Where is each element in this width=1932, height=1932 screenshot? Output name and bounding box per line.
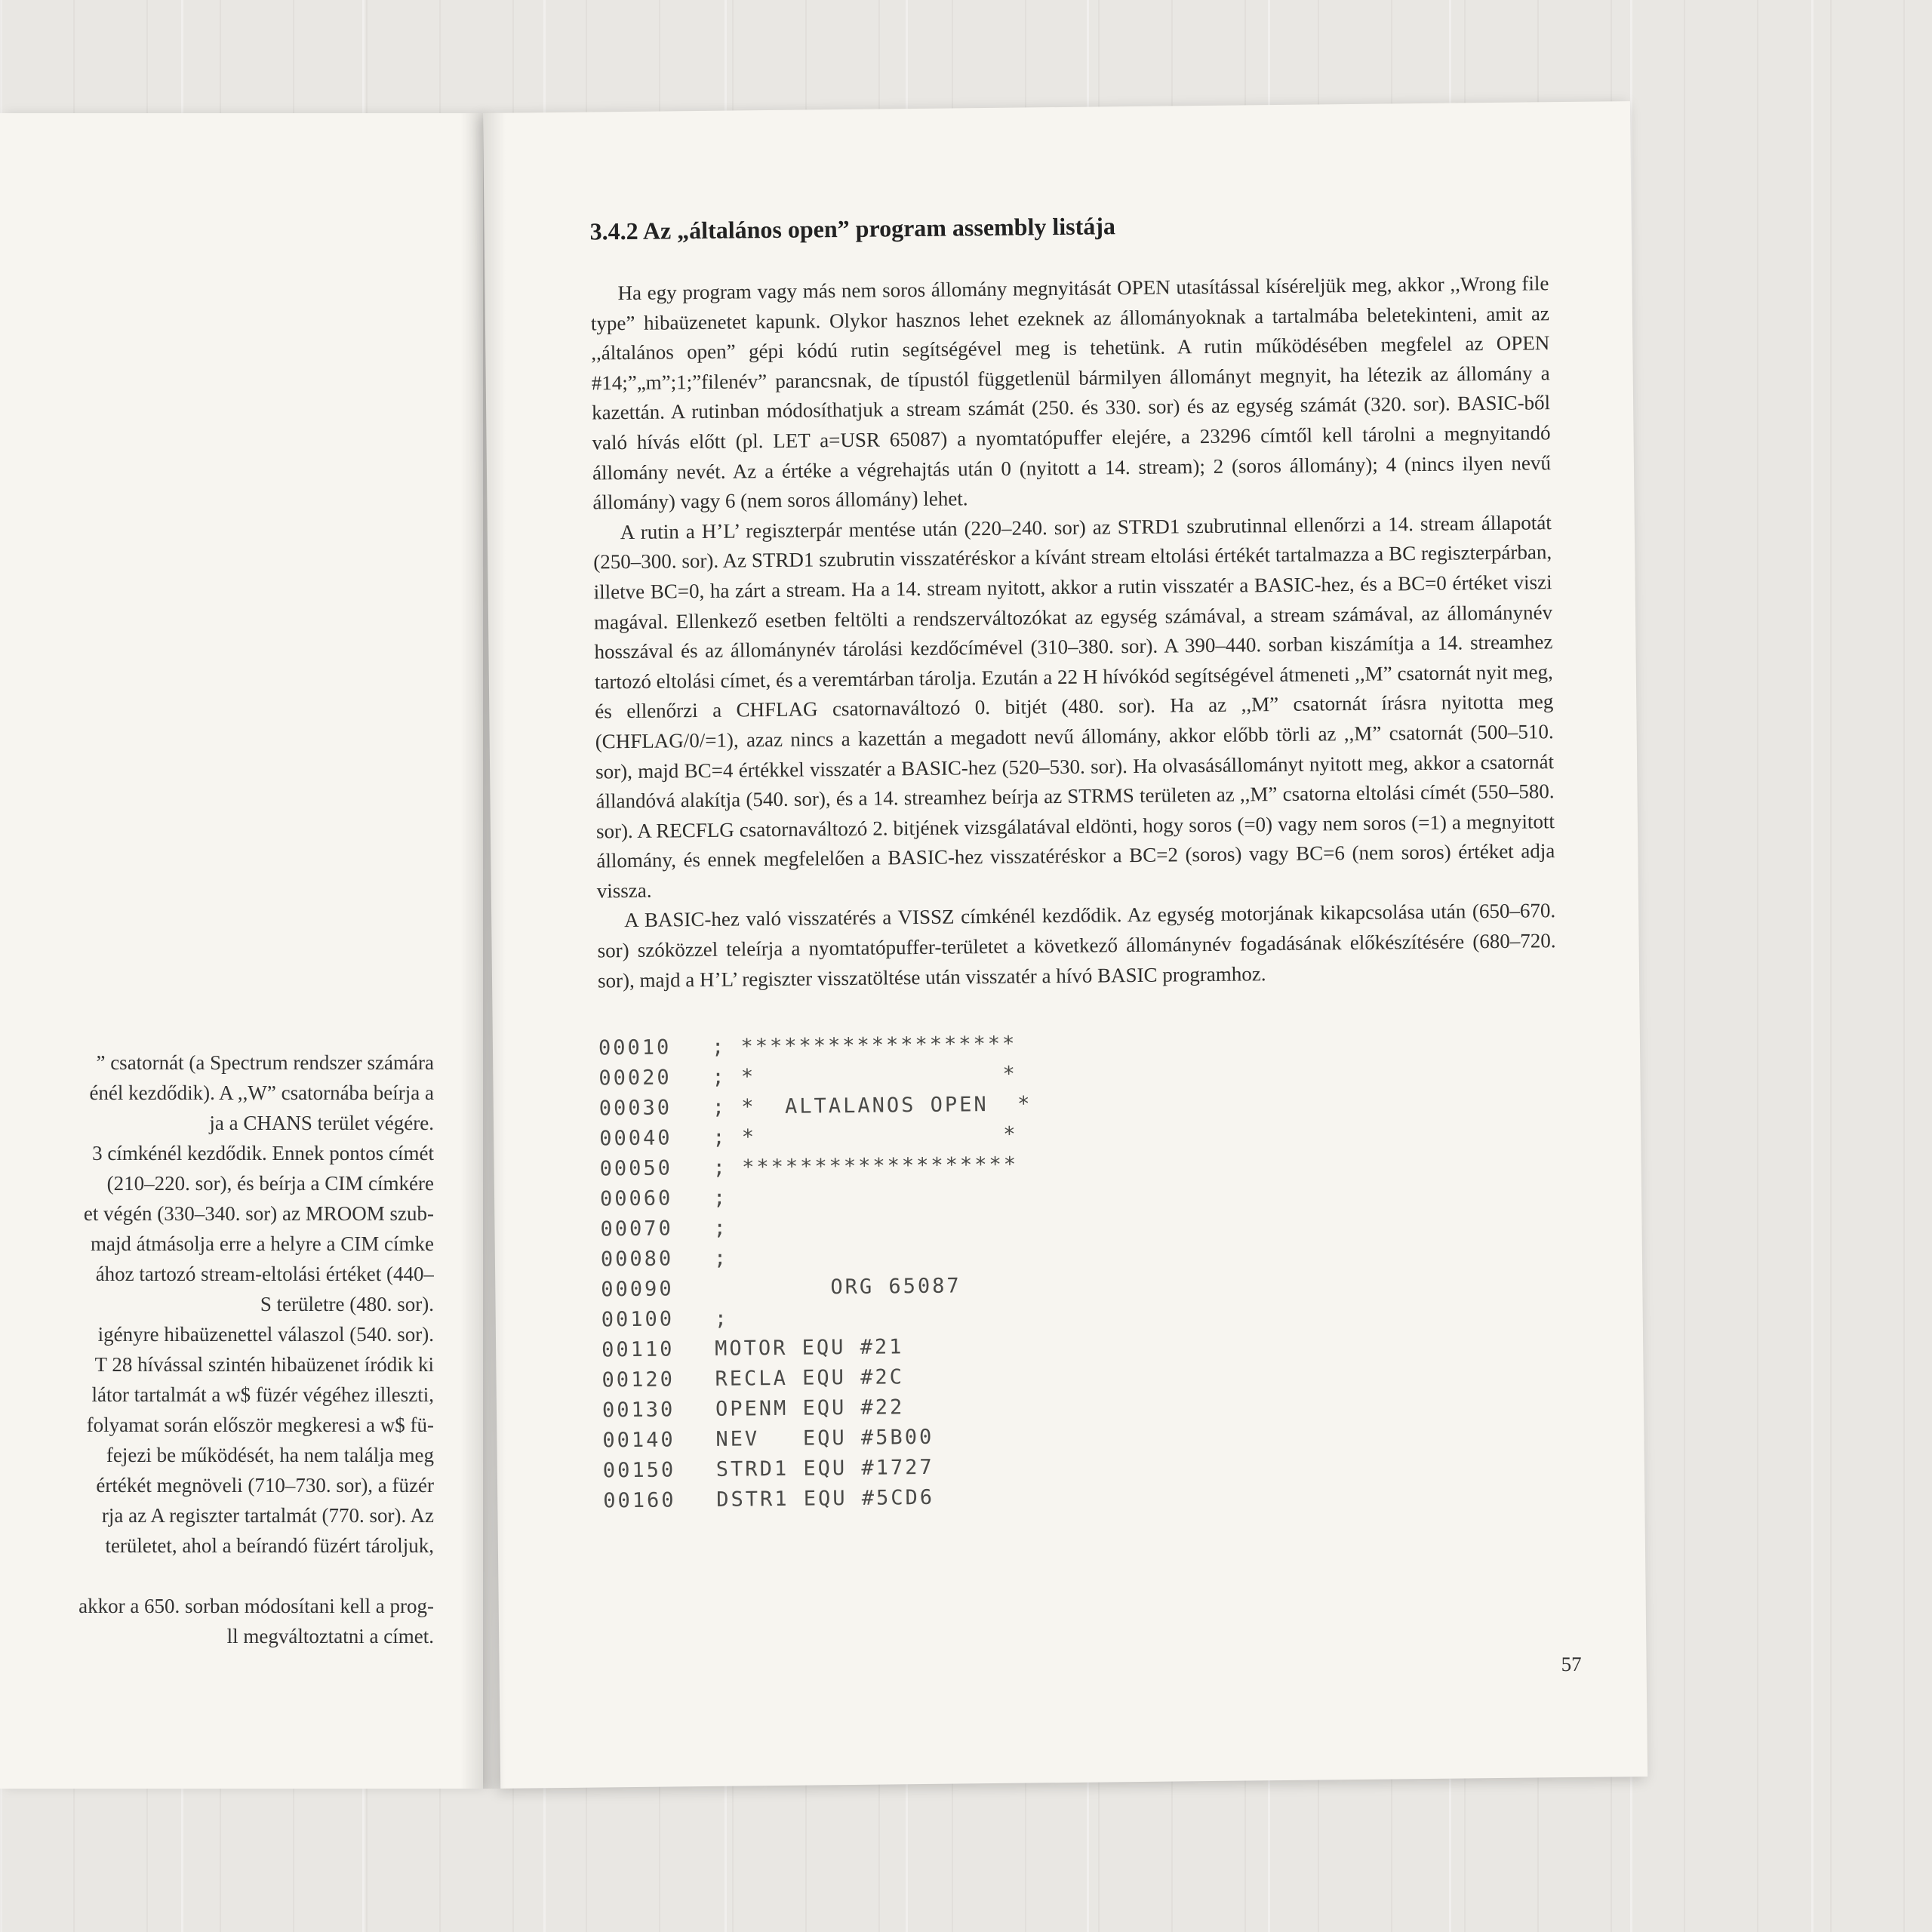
assembly-listing xyxy=(598,1023,1562,1516)
left-line: ához tartozó stream-eltolási értéket (440– xyxy=(95,1263,434,1285)
left-line: ll megváltoztatni a címet. xyxy=(226,1625,434,1647)
left-line: rja az A regiszter tartalmát (770. sor). Az xyxy=(101,1504,434,1527)
line-number: 00030 xyxy=(598,1096,672,1121)
left-line: ja a CHANS terület végére. xyxy=(209,1112,434,1134)
left-line: majd átmásolja erre a helyre a CIM címke xyxy=(90,1232,434,1255)
left-line: értékét megnöveli (710–730. sor), a füzér xyxy=(96,1474,434,1497)
paragraph: A rutin a H’L’ regiszterpár mentése után (220–240. sor) az STRD1 szubrutinnal ellenőrzi a 14. stream állapotát (250–300. sor). Az STRD1 szubrutin visszatéréskor a kívánt stream eltolási értékét tartalmazza a BC regiszterpárban, illetve BC=0, ha zárt a stream. Ha a 14. stream nyitott, akkor a rutin visszatér a BASIC-hez, és a BC=0 értéket viszi magával. Ellenkező esetben feltölti a rendszerváltozókat az egység számával, a stream számával, az állománynév hosszával és az állománynév tárolási kezdőcímével (310–380. sor). A 390–440. sorban kiszámítja a 14. streamhez tartozó eltolási címet, és a veremtárban tárolja. Ezután a 22 H hívókód segítségével átmeneti ,,M” csatornát nyit meg, és ellenőrzi a CHFLAG csatornaváltozó 0. bitjét (480. sor). Ha az ,,M” csatornát írásra nyitotta meg (CHFLAG/0/=1), azaz nincs a kazettán a megadott nevű állomány, akkor előbb törli az ,,M” csatornát (500–510. sor), majd BC=4 értékkel visszatér a BASIC-hez (520–530. sor). Ha olvasásállományt nyitott meg, akkor a csatornát állandóvá alakítja (540. sor), és a 14. streamhez beírja az STRMS területen az ,,M” csatorna eltolási címét (550–580. sor). A RECFLG csatornaváltozó 2. bitjének vizsgálatával eldönti, hogy soros (=0) vagy nem soros (=1) a megnyitott állomány, és ennek megfelelően a BASIC-hez visszatéréskor a BC=2 (soros) vagy BC=6 (nem soros) értéket adja vissza. xyxy=(593,510,1555,903)
line-number: 00100 xyxy=(601,1307,675,1332)
code-text: RECLA EQU #2C xyxy=(715,1365,905,1392)
left-line: területet, ahol a beírandó füzért tároljuk, xyxy=(105,1534,434,1557)
code-text: ; xyxy=(713,1246,729,1271)
left-line: igényre hibaüzenettel válaszol (540. sor). xyxy=(97,1323,434,1346)
left-page xyxy=(0,113,483,1789)
code-text: DSTR1 EQU #5CD6 xyxy=(716,1486,935,1512)
left-line: 3 címkénél kezdődik. Ennek pontos címét xyxy=(92,1142,434,1164)
paragraph: Ha egy program vagy más nem soros állomány megnyitását OPEN utasítással kíséreljük meg, akkor ,,Wrong file type” hibaüzenetet kapunk. Olykor hasznos lehet ezeknek az állományoknak a tartalmába beletekinteni, amit az ,,általános open” gépi kódú rutin segítségével meg is tehetünk. A rutin működésében megfelel az OPEN #14;”„m”;1;”filenév” parancsnak, de típustól függetlenül bármilyen állományt megnyit, ha létezik az állomány a kazettán. A rutinban módosíthatjuk a stream számát (250. és 330. sor) és az egység számát (320. sor). BASIC-ből való hívás előtt (pl. LET a=USR 65087) a nyomtatópuffer elejére, a 23296 címtől kell tárolni a megnyitandó állomány nevét. Az a értéke a végrehajtás után 0 (nyitott a 14. stream); 2 (soros állomány); 4 (nincs ilyen nevű állomány) vagy 6 (nem soros állomány) lehet. xyxy=(590,272,1552,514)
line-number: 00040 xyxy=(599,1126,672,1151)
line-number: 00120 xyxy=(601,1367,675,1392)
left-line: (210–220. sor), és beírja a CIM címkére xyxy=(106,1172,434,1195)
code-text: ; ******************* xyxy=(711,1032,1017,1060)
page-number: 57 xyxy=(1561,1652,1582,1676)
code-text: OPENM EQU #22 xyxy=(715,1395,905,1422)
line-number: 00130 xyxy=(601,1398,675,1423)
left-line: fejezi be működését, ha nem találja meg xyxy=(106,1444,434,1466)
code-text: STRD1 EQU #1727 xyxy=(715,1456,934,1482)
code-text: ; xyxy=(712,1186,728,1211)
left-line-gap xyxy=(0,1561,434,1591)
right-page xyxy=(483,101,1647,1789)
line-number: 00050 xyxy=(599,1156,673,1181)
line-number: 00080 xyxy=(600,1247,674,1272)
line-number: 00110 xyxy=(601,1337,675,1362)
code-text: ; * * xyxy=(712,1122,1018,1150)
line-number: 00150 xyxy=(602,1458,676,1483)
left-line: ” csatornát (a Spectrum rendszer számára xyxy=(96,1051,434,1074)
left-line: énél kezdődik). A ,,W” csatornába beírja a xyxy=(89,1081,434,1104)
left-line: folyamat során először megkeresi a w$ fü- xyxy=(86,1414,434,1436)
paragraph: A BASIC-hez való visszatérés a VISSZ címkénél kezdődik. Az egység motorjának kikapcsolása után (650–670. sor) szóközzel teleírja a nyomtatópuffer-területet a következő állománynév fogadásának előkészítésére (680–720. sor), majd a H’L’ regiszter visszatöltése után visszatér a hívó BASIC programhoz. xyxy=(597,899,1556,992)
left-line: et végén (330–340. sor) az MROOM szub- xyxy=(83,1202,434,1225)
line-number: 00070 xyxy=(600,1217,673,1241)
line-number: 00060 xyxy=(599,1186,673,1211)
code-text: ; ******************* xyxy=(712,1152,1019,1180)
section-heading: 3.4.2 Az „általános open” program assembly listája xyxy=(589,212,1116,245)
left-page-text xyxy=(0,1048,434,1651)
left-line: T 28 hívással szintén hibaüzenet íródik ki xyxy=(94,1353,434,1376)
code-text: ; xyxy=(713,1216,728,1241)
code-text: ; * ALTALANOS OPEN * xyxy=(712,1092,1032,1120)
left-line: S területre (480. sor). xyxy=(260,1293,434,1315)
code-text: NEV EQU #5B00 xyxy=(715,1426,934,1452)
line-number: 00160 xyxy=(603,1488,676,1513)
left-line: akkor a 650. sorban módosítani kell a prog- xyxy=(78,1595,434,1617)
line-number: 00140 xyxy=(602,1428,675,1453)
code-text: ORG 65087 xyxy=(714,1274,961,1301)
right-page-content xyxy=(589,208,1561,1516)
line-number: 00020 xyxy=(598,1066,672,1091)
left-line: látor tartalmát a w$ füzér végéhez illeszti, xyxy=(91,1383,434,1406)
line-number: 00090 xyxy=(601,1277,674,1302)
code-text: ; * * xyxy=(712,1062,1017,1090)
line-number: 00010 xyxy=(598,1035,672,1060)
code-text: MOTOR EQU #21 xyxy=(715,1335,904,1361)
code-text: ; xyxy=(714,1306,730,1331)
